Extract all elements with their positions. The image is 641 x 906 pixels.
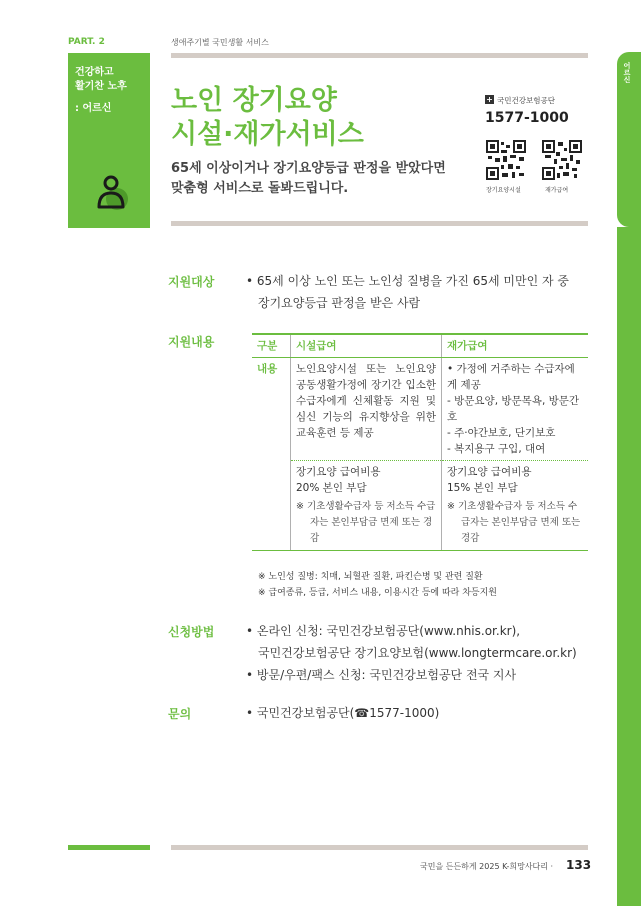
page-title <box>171 84 364 152</box>
section-tab-label: 어르신 <box>623 62 631 83</box>
table-header: 재가급여 <box>442 334 589 358</box>
page-number: 133 <box>566 858 592 872</box>
home-cost <box>442 461 589 551</box>
section-label-apply: 신청방법 <box>168 625 215 639</box>
qr-label: 장기요양시설 <box>486 187 521 194</box>
divider <box>171 845 588 850</box>
home-item: - 방문요양, 방문목욕, 방문간호 <box>447 395 580 423</box>
subtitle-line: 65세 이상이거나 장기요양등급 판정을 받았다면 <box>171 161 446 176</box>
qr-label: 재가급여 <box>545 187 569 194</box>
category-box <box>68 58 150 228</box>
elderly-person-icon <box>95 173 131 213</box>
section-label-target: 지원대상 <box>168 275 215 289</box>
title-line: 시설·재가서비스 <box>171 119 364 150</box>
category-line: 건강하고 <box>75 67 114 78</box>
home-item: • 가정에 거주하는 수급자에게 제공 <box>447 363 575 391</box>
home-item: - 복지용구 구입, 대여 <box>447 443 546 455</box>
table-header: 시설급여 <box>291 334 442 358</box>
footer-text: 국민을 든든하게 2025 K-희망사다리 · <box>420 862 554 871</box>
contact-phone: 1577-1000 <box>485 110 569 126</box>
qr-code-icon[interactable] <box>486 140 526 180</box>
divider <box>171 53 588 58</box>
apply-line: • 방문/우편/팩스 신청: 국민건강보험공단 전국 지사 <box>246 668 517 682</box>
table-header-row <box>252 334 588 358</box>
title-line: 노인 장기요양 <box>171 85 337 116</box>
divider <box>68 845 150 850</box>
cost-note: ※ 기초생활수급자 등 저소득 수급자는 본인부담금 면제 또는 경감 <box>296 501 436 544</box>
facility-cost <box>291 461 442 551</box>
home-item: - 주·야간보호, 단기보호 <box>447 427 556 439</box>
cost-value: 20% 본인 부담 <box>296 482 367 494</box>
content-notes <box>258 569 497 601</box>
apply-line: • 온라인 신청: 국민건강보험공단(www.nhis.or.kr), <box>246 624 521 638</box>
category-line: : 어르신 <box>75 103 112 114</box>
section-label-inquiry: 문의 <box>168 707 192 721</box>
part-label: PART. 2 <box>68 37 105 47</box>
plus-icon: + <box>486 95 493 104</box>
table-row <box>252 461 588 551</box>
cost-title: 장기요양 급여비용 <box>447 466 532 478</box>
home-desc <box>442 358 589 461</box>
qr-code-icon[interactable] <box>542 140 582 180</box>
breadcrumb: 생애주기별 국민생활 서비스 <box>171 38 269 47</box>
target-line: 장기요양등급 판정을 받은 사람 <box>258 296 421 310</box>
apply-line: 국민건강보험공단 장기요양보험(www.longtermcare.or.kr) <box>258 646 577 660</box>
divider <box>171 221 588 226</box>
section-label-content: 지원내용 <box>168 335 215 349</box>
row-label: 내용 <box>252 358 291 551</box>
table-header: 구분 <box>252 334 291 358</box>
note-line: ※ 노인성 질병: 치매, 뇌혈관 질환, 파킨슨병 및 관련 질환 <box>258 572 483 582</box>
cost-note: ※ 기초생활수급자 등 저소득 수급자는 본인부담금 면제 또는 경감 <box>447 501 581 544</box>
side-strip <box>617 227 641 906</box>
contact-org: 국민건강보험공단 <box>497 96 555 105</box>
inquiry-text: • 국민건강보험공단(☎1577-1000) <box>246 706 440 720</box>
subtitle-line: 맞춤형 서비스로 돌봐드립니다. <box>171 181 349 196</box>
cost-title: 장기요양 급여비용 <box>296 466 381 478</box>
target-text <box>246 270 569 314</box>
cost-value: 15% 본인 부담 <box>447 482 518 494</box>
note-line: ※ 급여종류, 등급, 서비스 내용, 이용시간 등에 따라 차등지원 <box>258 588 497 598</box>
category-line: 활기찬 노후 <box>75 81 127 92</box>
page-subtitle <box>171 159 446 199</box>
benefits-table <box>252 333 588 551</box>
apply-text <box>246 620 577 686</box>
target-line: • 65세 이상 노인 또는 노인성 질병을 가진 65세 미만인 자 중 <box>246 274 570 288</box>
table-row <box>252 358 588 461</box>
facility-desc: 노인요양시설 또는 노인요양 공동생활가정에 장기간 입소한 수급자에게 신체활동 지원 및 심신 기능의 유지향상을 위한 교육훈련 등 제공 <box>291 358 442 461</box>
